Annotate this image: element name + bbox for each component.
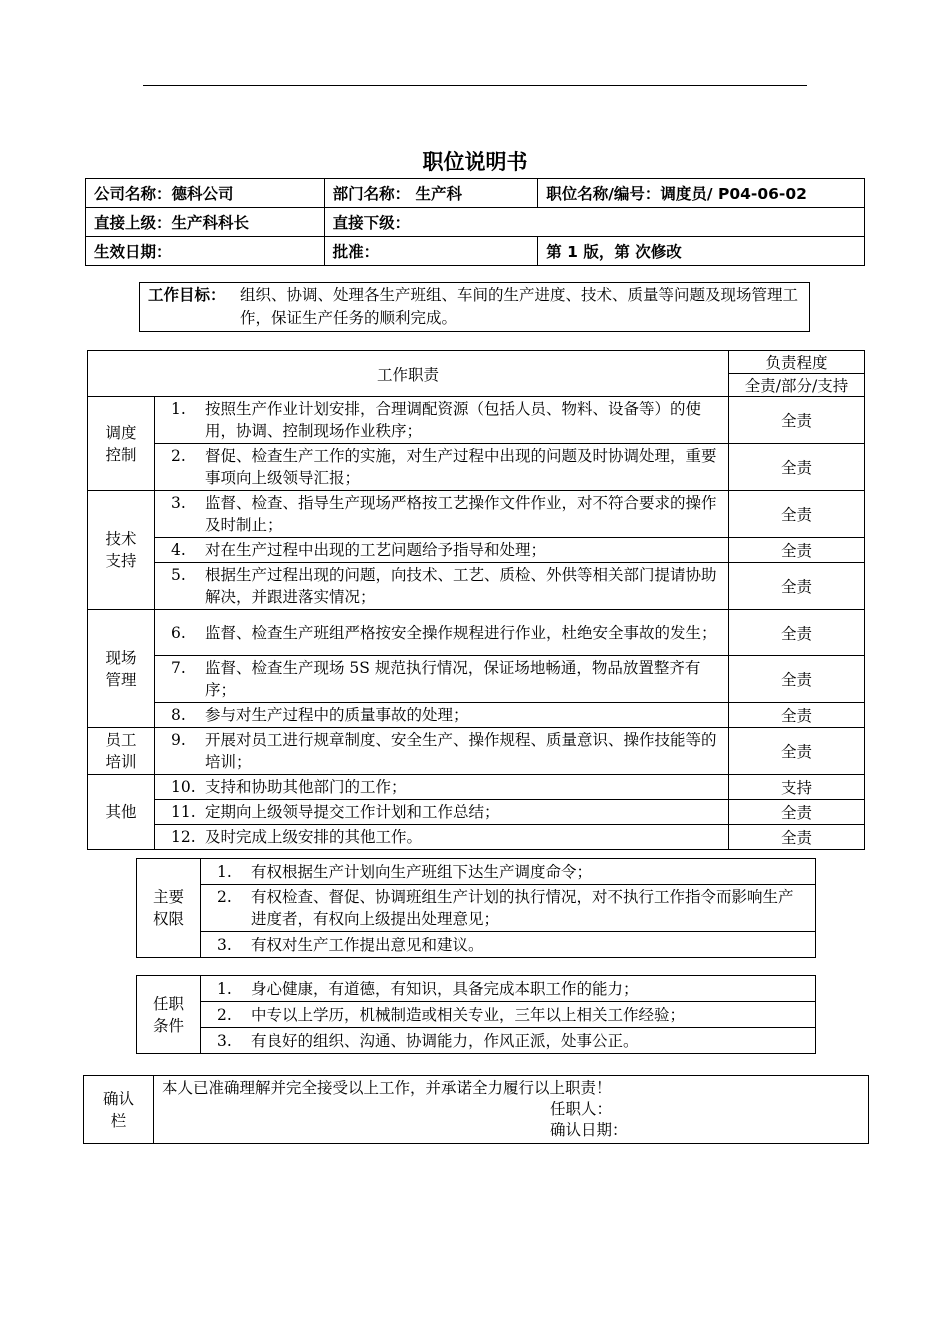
duty-responsibility: 全责 [729, 444, 865, 491]
duty-row [88, 775, 865, 800]
list-item [137, 1028, 816, 1054]
responsibility-header: 负责程度 [729, 351, 865, 374]
duty-number: 8. [171, 706, 186, 724]
duty-number: 4. [171, 541, 186, 559]
item-text: 有良好的组织、沟通、协调能力，作风正派，处事公正。 [251, 1031, 639, 1050]
rights-table [136, 858, 816, 958]
duty-text: 支持和协助其他部门的工作； [205, 778, 407, 796]
duty-number: 3. [171, 494, 186, 512]
item-number: 3. [217, 1031, 232, 1050]
position-holder-label: 任职人： [550, 1100, 613, 1118]
duty-category: 员工培训 [88, 728, 155, 775]
duty-row [88, 397, 865, 444]
item-number: 3. [217, 935, 232, 954]
list-item [137, 859, 816, 885]
item-text: 有权检查、督促、协调班组生产计划的执行情况，对不执行工作指令而影响生产进度者，有权向上级提出处理意见； [251, 888, 794, 928]
header-rule [143, 85, 807, 86]
duty-number: 12. [171, 828, 196, 846]
list-item [137, 976, 816, 1002]
responsibility-subheader: 全责/部分/支持 [729, 374, 865, 397]
item-text: 有权根据生产计划向生产班组下达生产调度命令； [251, 862, 593, 881]
duty-row [88, 656, 865, 703]
company-name: 公司名称：德科公司 [86, 179, 325, 208]
confirm-date-label: 确认日期： [550, 1121, 628, 1139]
list-item [137, 932, 816, 958]
duty-row [88, 444, 865, 491]
duty-responsibility: 全责 [729, 610, 865, 656]
rights-category: 主要权限 [137, 859, 201, 958]
item-number: 1. [217, 862, 232, 881]
duty-number: 6. [171, 623, 186, 642]
conditions-table [136, 975, 816, 1054]
duty-text: 及时完成上级安排的其他工作。 [205, 828, 423, 846]
duty-category: 现场管理 [88, 610, 155, 728]
work-goal-box [139, 282, 810, 332]
item-text: 中专以上学历，机械制造或相关专业，三年以上相关工作经验； [251, 1005, 686, 1024]
duty-text: 监督、检查、指导生产现场严格按工艺操作文件作业，对不符合要求的操作及时制止； [205, 494, 717, 534]
position-name: 职位名称/编号：调度员/ P04-06-02 [538, 179, 865, 208]
duties-table [87, 350, 865, 850]
confirm-statement: 本人已准确理解并完全接受以上工作，并承诺全力履行以上职责！ [162, 1079, 612, 1097]
duty-number: 7. [171, 659, 186, 677]
approval: 批准： [324, 237, 538, 266]
duty-text: 监督、检查生产班组严格按安全操作规程进行作业，杜绝安全事故的发生； [205, 623, 717, 642]
list-item [137, 885, 816, 932]
duty-row [88, 703, 865, 728]
item-number: 1. [217, 979, 232, 998]
duty-category: 调度控制 [88, 397, 155, 491]
duty-category: 其他 [88, 775, 155, 850]
duty-number: 11. [171, 803, 196, 821]
duty-row [88, 800, 865, 825]
work-goal-text: 组织、协调、处理各生产班组、车间的生产进度、技术、质量等问题及现场管理工作，保证生产任务的顺利完成。 [240, 286, 799, 327]
duty-row [88, 491, 865, 538]
duty-responsibility: 支持 [729, 775, 865, 800]
duty-responsibility: 全责 [729, 538, 865, 563]
duty-row [88, 563, 865, 610]
work-goal-label: 工作目标： [148, 286, 226, 304]
duty-row [88, 610, 865, 656]
duty-responsibility: 全责 [729, 397, 865, 444]
document-title: 职位说明书 [422, 150, 528, 174]
duty-text: 开展对员工进行规章制度、安全生产、操作规程、质量意识、操作技能等的培训； [205, 731, 717, 771]
direct-subordinate: 直接下级： [324, 208, 864, 237]
duty-text: 按照生产作业计划安排，合理调配资源（包括人员、物料、设备等）的使用，协调、控制现场作业秩序； [205, 400, 702, 440]
duty-row [88, 728, 865, 775]
department-name: 部门名称： 生产科 [324, 179, 538, 208]
conditions-category: 任职条件 [137, 976, 201, 1054]
duty-text: 对在生产过程中出现的工艺问题给予指导和处理； [205, 541, 547, 559]
duty-text: 监督、检查生产现场 5S 规范执行情况，保证场地畅通，物品放置整齐有序； [205, 659, 701, 699]
duty-text: 定期向上级领导提交工作计划和工作总结； [205, 803, 500, 821]
duties-header: 工作职责 [88, 351, 729, 397]
duty-category: 技术支持 [88, 491, 155, 610]
direct-superior: 直接上级：生产科科长 [86, 208, 325, 237]
duty-number: 9. [171, 731, 186, 749]
duty-row [88, 538, 865, 563]
duty-number: 1. [171, 400, 186, 418]
item-number: 2. [217, 1005, 232, 1024]
duty-number: 5. [171, 566, 186, 584]
effective-date: 生效日期： [86, 237, 325, 266]
info-table [85, 178, 865, 266]
duty-text: 根据生产过程出现的问题，向技术、工艺、质检、外供等相关部门提请协助解决，并跟进落实情况； [205, 566, 717, 606]
item-text: 有权对生产工作提出意见和建议。 [251, 935, 484, 954]
duty-responsibility: 全责 [729, 703, 865, 728]
item-text: 身心健康，有道德，有知识，具备完成本职工作的能力； [251, 979, 639, 998]
confirm-label: 确认栏 [84, 1076, 154, 1144]
duty-responsibility: 全责 [729, 800, 865, 825]
duty-row [88, 825, 865, 850]
duty-text: 督促、检查生产工作的实施，对生产过程中出现的问题及时协调处理，重要事项向上级领导汇报； [205, 447, 717, 487]
confirm-table [83, 1075, 869, 1144]
duty-number: 2. [171, 447, 186, 465]
list-item [137, 1002, 816, 1028]
duty-responsibility: 全责 [729, 825, 865, 850]
duty-text: 参与对生产过程中的质量事故的处理； [205, 706, 469, 724]
item-number: 2. [217, 888, 232, 906]
duty-responsibility: 全责 [729, 728, 865, 775]
duty-responsibility: 全责 [729, 563, 865, 610]
duty-responsibility: 全责 [729, 491, 865, 538]
duty-responsibility: 全责 [729, 656, 865, 703]
version-info: 第 1 版，第 次修改 [538, 237, 865, 266]
duty-number: 10. [171, 778, 196, 796]
